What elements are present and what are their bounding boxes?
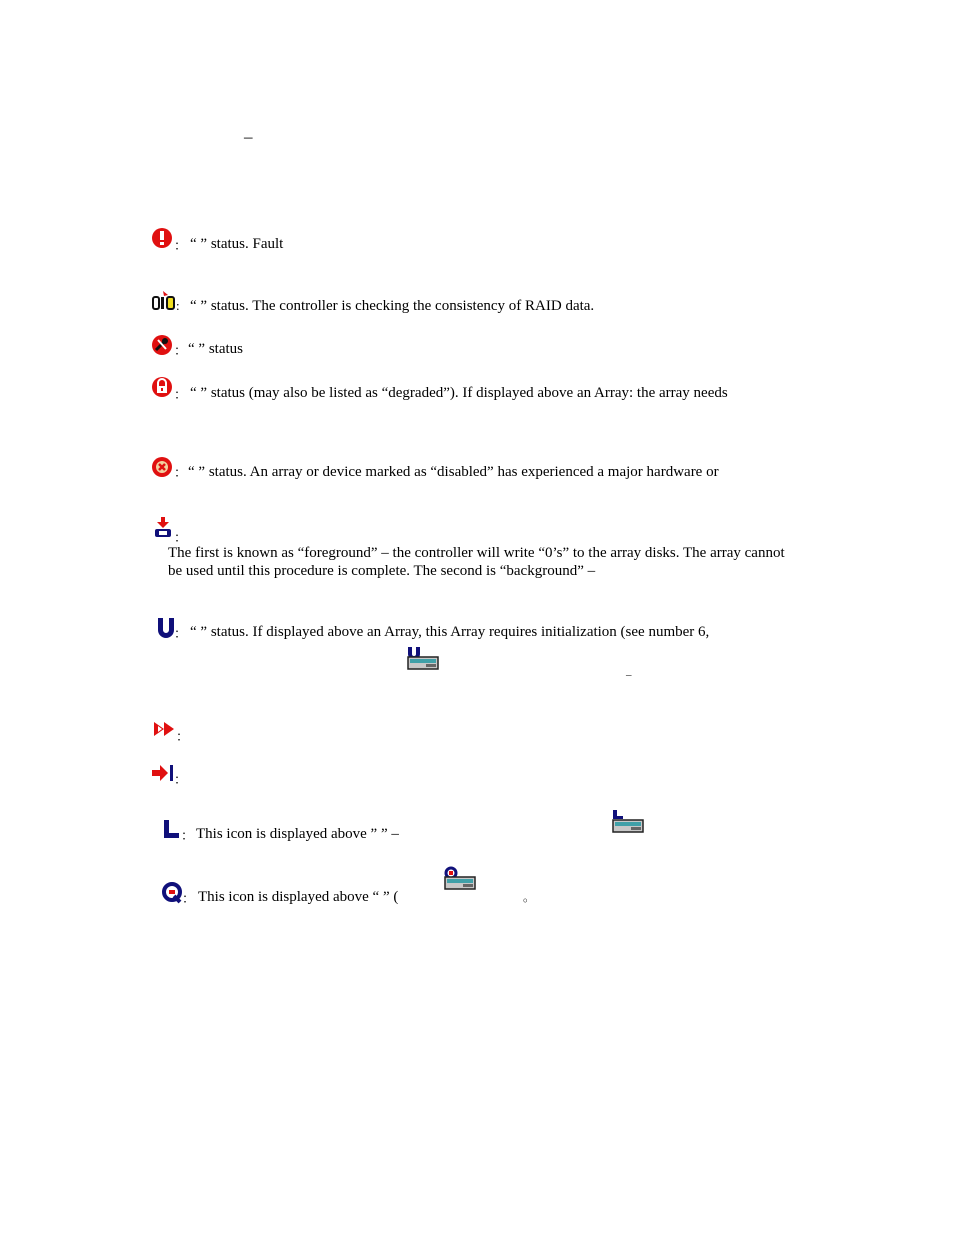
item-text-disabled: “ ” status. An array or device marked as “disabled” has experienced a major hardware or bbox=[188, 464, 719, 480]
degraded-lock-icon bbox=[151, 376, 173, 398]
checking-010-icon bbox=[152, 289, 178, 311]
spare-drive-icon bbox=[443, 866, 477, 892]
double-arrow-icon bbox=[152, 718, 178, 740]
item-text-critical: “ ” status. Fault bbox=[190, 236, 284, 252]
disabled-x-icon bbox=[151, 456, 173, 478]
stray-dash-top: – bbox=[244, 127, 253, 146]
item-text-spare: This icon is displayed above “ ” ( bbox=[198, 889, 399, 905]
spare-q-icon bbox=[161, 882, 183, 904]
stray-dash-mid: – bbox=[626, 669, 632, 681]
item-colon: ： bbox=[174, 626, 188, 641]
item-colon: ： bbox=[182, 891, 196, 906]
stray-circle-mark: 。 bbox=[523, 890, 536, 904]
item-colon: : bbox=[176, 298, 180, 313]
item-colon: ： bbox=[174, 465, 188, 480]
rebuilding-wrench-icon bbox=[151, 334, 173, 356]
item-text-degraded: “ ” status (may also be listed as “degraded”). If displayed above an Array: the array needs bbox=[190, 385, 728, 401]
item-text-rebuilding: “ ” status bbox=[188, 341, 243, 357]
item-colon: ： bbox=[174, 387, 188, 402]
critical-exclamation-icon bbox=[151, 227, 173, 249]
item-colon: ： bbox=[174, 530, 188, 545]
legacy-l-icon bbox=[161, 818, 183, 840]
item-colon: ： bbox=[174, 343, 188, 358]
item-colon: ： bbox=[176, 729, 190, 744]
arrow-to-bar-icon bbox=[151, 762, 175, 784]
item-text-initialize-line1: The first is known as “foreground” – the controller will write “0’s” to the array disks. The array cannot bbox=[168, 545, 785, 561]
item-colon: ： bbox=[174, 238, 188, 253]
item-text-legacy: This icon is displayed above ” ” – bbox=[196, 826, 399, 842]
item-colon: ： bbox=[181, 828, 195, 843]
item-text-uninitialized: “ ” status. If displayed above an Array, this Array requires initialization (see number 6, bbox=[190, 624, 710, 640]
item-colon: ： bbox=[174, 772, 188, 787]
initialize-down-arrow-icon bbox=[153, 516, 175, 538]
item-text-initialize-line2: be used until this procedure is complete. The second is “background” – bbox=[168, 563, 596, 579]
item-text-checking: “ ” status. The controller is checking the consistency of RAID data. bbox=[190, 298, 595, 314]
legacy-drive-icon bbox=[611, 809, 645, 835]
uninitialized-drive-icon bbox=[406, 645, 440, 671]
